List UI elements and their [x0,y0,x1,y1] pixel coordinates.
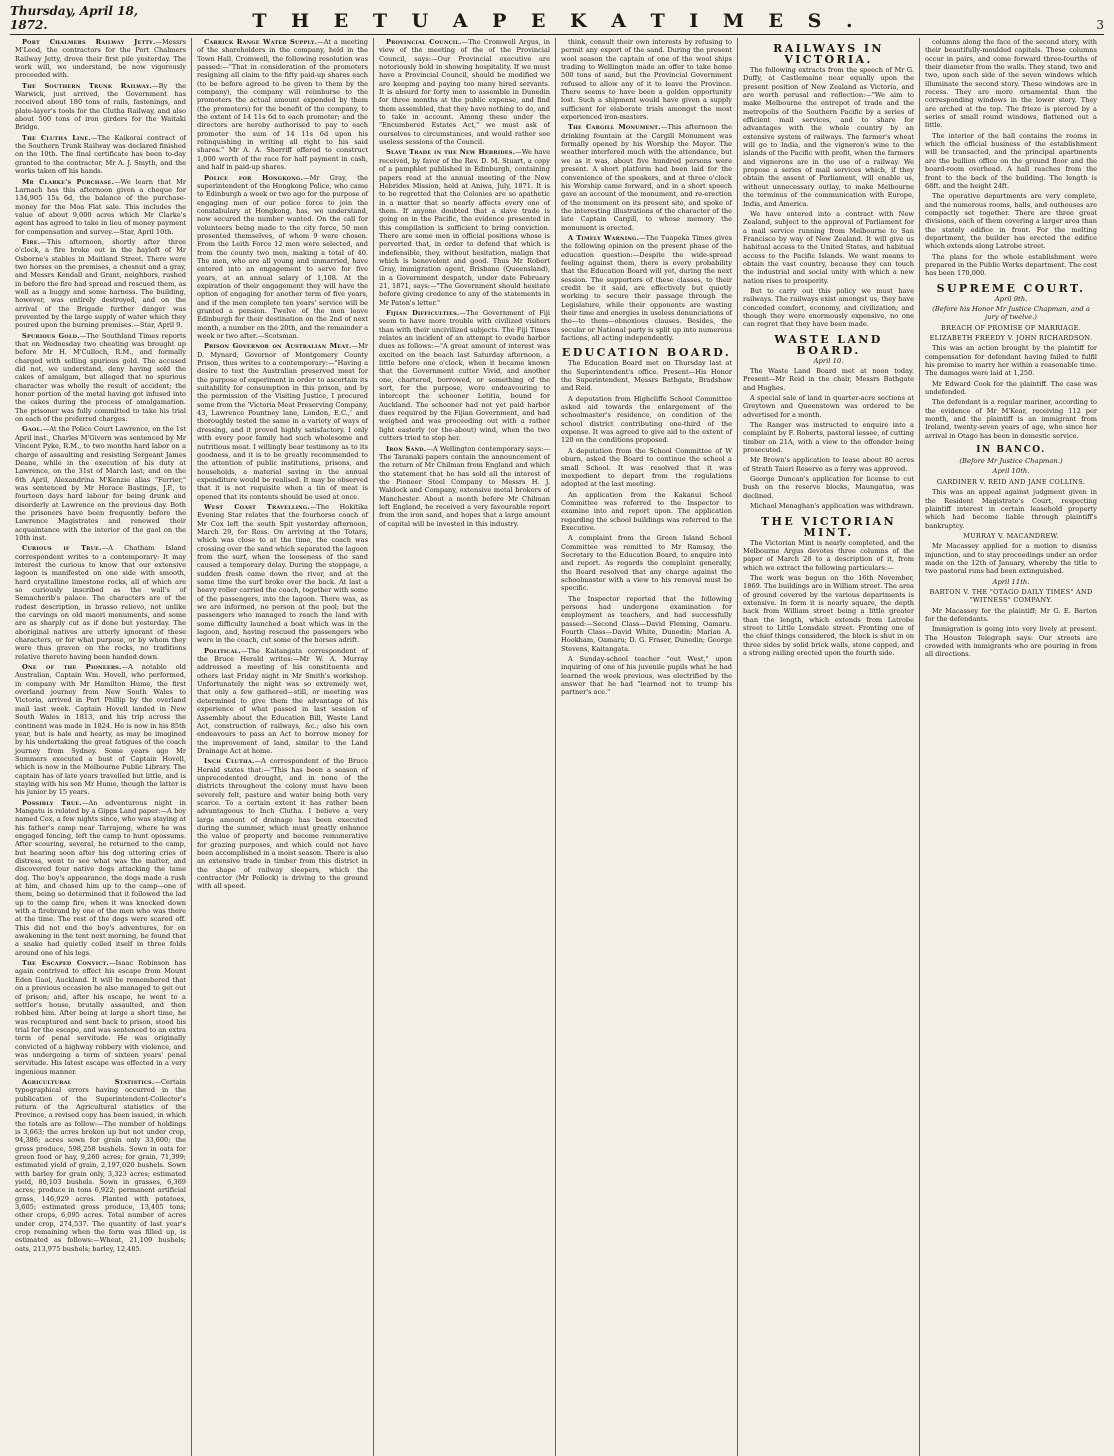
section-subheading: (Before his Honor Mr Justice Chapman, and a jury of twelve.) [932,304,1090,322]
column-2 [192,38,374,1456]
article-text: The Waste Land Board met at noon today. Present—Mr Reid in the chair, Messrs Bathgate and Hughes. [743,367,914,392]
article-paragraph [15,332,186,424]
section-heading: RAILWAYS IN VICTORIA. [773,42,884,66]
article-text: —The Tuapeka Times gives the following opinion on the present phase of the education question:—Despite the wide-spread feeling against them, there is every probability that the Education Board will yet, during the next session. The supporters of these classes, to their credit be it said, are effectively but quietly working to secure their passage through the Legislature, while their opponents are wasting their time and energies in useless denunciations of the—to them—obnoxious clauses. Besides, the secular or National party is split up into numerous factions, all acting independently. [561,233,732,343]
article-headline: The Escaped Convict. [22,959,109,968]
newspaper-title: T H E T U A P E K A T I M E S . [252,10,862,32]
article-headline: Fire. [22,237,41,246]
article-text: —Messrs M'Leod, the contractors for the Port Chalmers Railway Jetty, drove their first pile yesterday. The work will, we understand, be now vigorously proceeded with. [15,38,186,80]
article-paragraph [561,359,732,392]
masthead [10,6,1104,35]
article-paragraph [379,148,550,307]
article-text: The defendant is a regular mariner, according to the evidence of Mr M'Kear, receiving 112 per month, and the plaintiff is an immigrant from Ireland, twenty-seven years of age, who since her arrival in Otago has been in domestic service. [925,398,1097,440]
article-paragraph [15,425,186,542]
article-paragraph [925,542,1097,575]
article-text: Immigration is going into very lively at present. The Houston Telegraph says: Our streets are crowded with immigrants who are pouring in from all directions. [925,625,1097,659]
article-text: —A notable old Australian, Captain Wm. Hovell, who performed, in company with Mr Hamilton Hume, the first overland journey from New South Wales to Victoria, arrived in Port Phillip by the overland mail last week. Captain Hovell landed in New South Wales in 1813, and his trip across the continent was made in 1824. He is now in his 85th year, but is hale and hearty, as may be imagined by his undertaking the great fatigues of the coach journey from Sydney. Some years ago Mr Summers executed a bust of Captain Hovell, which is now in the Melbourne Public Library. The captain has of late years travelled but little, and is staying with his son Mr Hume, though the latter is his junior by 15 years. [15,663,186,797]
article-text: The Inspector reported that the following persons had undergone examination for employment as teachers, and had successfully passed:—Second Class—David Fleming, Oamaru. Fourth Class—David White, Dunedin; Marian A. Hookham, Oamaru; D. G. Fraser, Dunedin; George Stevens, Kaitangata. [561,594,732,653]
article-paragraph [197,647,368,755]
article-headline: The Clutha Line. [22,133,91,142]
article-headline: One of the Pioneers. [22,663,122,672]
case-title: BREACH OF PROMISE OF MARRIAGE. [940,323,1082,332]
article-paragraph [15,178,186,236]
article-paragraph [743,210,914,285]
article-text: The plans for the whole establishment were prepared in the Public Works department. The cost has been 170,000. [925,252,1097,278]
article-paragraph [561,491,732,533]
article-text: —The Kaikorai contract of the Southern Trunk Railway was declared finished on the 10th. The final certificate has been to-day granted to the contractor, Mr A. J. Smyth, and the works taken off his hands. [15,133,186,176]
article-paragraph [15,134,186,176]
article-text: —Mr Gray, the superintendent of the Hongkong Police, who came to Edinburgh a week or two ago for the purpose of engaging men of our police force to join the constabulary at Hongkong, has, we understand, now secured the number wanted. On the call for volunteers being made to the city force, 50 men presented themselves, of whom 9 were chosen. From the Leith Force 12 men were selected, and from the county two men, making a total of 40. The men, who are all young and unmarried, have entered into an engagement to serve for five years, at an annual salary of 1,108. At the expiration of their engagement they will have the option of engaging for another term of five years, and if the men complete ten years' service will be granted a pension. Twelve of the men leave Edinburgh for their destination on the 2nd of next month, a number on the 20th, and the remainder a week or two after.—Scotsman. [197,173,368,341]
section-heading: EDUCATION BOARD. [561,346,732,360]
article-text: Mr Macassey for the plaintiff; Mr G. E. Barton for the defendants. [925,606,1097,623]
article-paragraph [925,192,1097,250]
article-paragraph [743,421,914,454]
section-subheading: (Before Mr Justice Chapman.) [959,457,1063,466]
section-heading: WASTE LAND BOARD. [774,332,883,357]
article-text: Mr Edward Cook for the plaintiff. The case was undefended. [925,379,1097,397]
article-paragraph [925,132,1097,190]
article-paragraph [561,534,732,592]
article-paragraph [743,367,914,392]
article-text: —A Chatham Island correspondent writes to a contemporary: It may interest the curious to know that our extensive lagoon is manifested on one side with smooth, hard crystalline limestone rocks, all of which are so curiously inscribed as the wall's of Semacherib's palace. The characters are of the rudest description, in brasso relievo, not unlike the carvings on old maori monuments, and some are as sharply cut as if done but yesterday. The aboriginal natives are utterly ignorant of these characters, or for what purpose, or by whom they were thus graven on the rocks, no traditions relative thereto having been handed down. [15,544,186,661]
article-text: The operative departments are very complete, and the numerous rooms, halls, and outhouses are compactly set together. There are three great divisions, each of them covering a larger area than the stately edifice in front. For the melting department, the builder has erected the edifice which extends along Latrobe street. [925,192,1097,251]
article-paragraph [925,398,1097,440]
columns [10,38,1104,1456]
article-headline: Spurious Gold. [22,331,80,340]
article-text: Michael Menaghan's application was withdrawn. [750,502,914,511]
page-number: 3 [1096,18,1104,32]
article-text: A special sale of land in quarter-acre sections at Greytown and Queenstown was ordered to be advertised for a month. [743,394,914,419]
article-text: An application from the Kakanui School Committee was referred to the Inspector to examine into and report upon. The application regarding the school buildings was referred to the Executive. [561,490,732,532]
issue-date: Thursday, April 18, 1872. [10,4,138,32]
article-headline: Possibly True. [22,798,82,807]
article-text: The following extracts from the speech of Mr G. Duffy, at Castlemaine near equally upon the present position of New Zealand as Victoria, and are worth perusal and reflection:—"We aim to make Melbourne the entrepot of trade and the metropolis of the Southern Pacific by a series of efficient mail services, and to share for advantages with the whole country by an extensive system of railways. The farmer's wheat will go to India, and the vigneron's wine to the islands of the Pacific with profit, when the farmers and vignerons are in the use of a railway. We propose a series of mail services which, if they obtain the assent of Parliament, will enable us, without unnecessary outlay, to make Melbourne the terminus of the communication with Europe, India, and America. [743,66,914,208]
article-text: —We learn that Mr Larnach has this afternoon given a cheque for 134,905 15s 6d, the balance of the purchase-money for the Moa Flat sale. This includes the value of about 9,000 acres which Mr Clarke's agent has agreed to take in lieu of money payment for compensation and survey.—Star, April 10th. [15,177,186,236]
article-text: The Victorian Mint is nearly completed, and the Melbourne Argus devotes three columns of the paper of March 28 to a description of it, from which we extract the following particulars:— [743,538,914,572]
article-paragraph [743,456,914,473]
article-text: A Sunday-school teacher "out West," upon inquiring of one of his juvenile pupils what he had learned the week previous, was electrified by the answer that he had "learned not to trump his partner's ace." [561,655,732,697]
article-headline: Fijian Difficulties. [386,309,460,317]
column-5 [738,38,920,1456]
column-3 [374,38,556,1456]
article-text: This was an appeal against judgment given in the Resident Magistrate's Court, respecting plaintiff interest in certain leasehold property which had become liable through plaintiff's bankruptcy. [925,488,1097,530]
article-paragraph [561,123,732,231]
article-paragraph [925,344,1097,377]
article-paragraph [561,395,732,445]
article-text: But to carry out this policy we must have railways. The railways exist amongst us, they have conceded comfort, economy, and civilization; and though they were enormously expensive, no one can regret that they have been made. [743,286,914,329]
article-paragraph [925,625,1097,658]
article-text: Mr Brown's application to lease about 80 acres of Strath Taieri Reserve as a ferry was approved. [743,456,914,473]
article-headline: Carrick Range Water Supply. [204,38,318,46]
column-1 [10,38,192,1456]
article-paragraph [925,380,1097,397]
article-headline: Political. [204,646,241,655]
article-headline: Curious if True. [22,544,102,553]
article-paragraph [743,394,914,419]
article-text: —The Kaitangata correspondent of the Bruce Herald writes:—Mr W. A. Murray addressed a meeting of his constituents and others last Friday night in Mr Smith's workshop. Unfortunately the night was so extremely wet, that only a few gathered—still, or meeting was determined to give them the advantage of his experience of what passed in last session of Assembly about the Education Bill, Waste Land Act, construction of railways, &c.; also his own endeavours to pass an Act to borrow money for the improvement of land, similar to the Land Drainage Act at home. [197,646,368,755]
article-text: —The Hokitika Evening Star relates that the fourhorse coach of Mr Cox left the south Spit yesterday afternoon, March 29, for Ross. On arriving at the Totara, which was close to at the time, the coach was crossing over the sand which separated the lagoon from the surf, when the looseness of the sand caused a temporary delay. During the stoppage, a sudden fresh came down the river, and at the same time the surf broke over the back. At last a heavy roller carried the coach, together with some of the passengers, into the lagoon. There was, as we are informed, no person at the pool; but the passengers who managed to reach the land with some difficulty launched a boat which was in the lagoon, and, having rescued the passengers who were in the coach, cut some of the horses adrift. [197,502,368,645]
section-subheading: April 10th. [992,467,1030,476]
article-text: This was an action brought by the plaintiff for compensation for defendant having failed to fulfil his promise to marry her within a reasonable time. The damages were laid at 1,250. [925,344,1097,378]
article-paragraph [197,342,368,501]
column-4 [556,38,738,1456]
article-headline: The Southern Trunk Railway. [22,81,152,90]
section-subheading: April 10. [813,356,844,365]
case-title: BARTON V. THE "OTAGO DAILY TIMES" AND "WITNESS" COMPANY. [929,587,1093,605]
article-paragraph [379,38,550,146]
article-text: —A correspondent of the Bruce Herald states that:—"This has been a season of unprecedented drought, and in none of the districts throughout the colony must have been severely felt, pasture and water being both very scarce. To a certain extent it has rather been advantageous to Inch Clutha. I believe a very large amount of drainage has been executed during the summer, which must greatly enhance the value of property and become remunerative for grazing purposes, and which could not have been accomplished in a moist season. There is also an extensive trade in timber from this district in the shape of railway sleepers, which the contractor (Mr Pollock) is driving to the ground with all speed. [197,757,369,891]
article-paragraph [743,502,914,510]
article-paragraph [197,38,368,172]
article-paragraph [561,234,732,342]
article-paragraph [925,38,1097,130]
article-text: —This afternoon the drinking fountain at the Cargill Monument was formally opened by his Worship the Mayor. The weather interfered much with the attendance, but we as it was, about five hundred persons were present. A short platform had been laid for the convenience of the speakers, and at three o'clock his Worship came forward, and in a short speech gave an account of the monument, and re-erection of the monument on its present site, and spoke of the interesting illustrations of the character of the late Captain Cargill, to whose memory the monument is erected. [561,123,732,232]
section-subheading: April 11th. [992,577,1030,586]
article-paragraph [15,959,186,1076]
case-title: MURRAY V. MACANDREW. [963,531,1059,540]
article-paragraph [743,66,914,208]
article-text: —Certain typographical errors having occurred in the publication of the Superintendent-Collector's return of the Agricultural statistics of the Province, a revised copy has been issued, in which the totals are as follow:—The number of holdings is 3,663; the acres broken up but not under crop, 94,386; acres sown for grain only 33,600; the gross produce, 598,258 bushels. Sown in oats for green food or hay, 9,260 acres; for grain, 71,399; estimated yield of grain, 2,197,020 bushels. Sown with barley for grain only, 3,323 acres; estimated yield, 80,103 bushels. Sown in grasses, 6,369 acres; produce in tons 6,922; permanent artificial grass, 146,929 acres. Planted with potatoes, 3,605; estimated gross produce, 13,405 tons; other crops, 6,095 acres. Total number of acres under crop, 274,537. The quantity of last year's crop remaining when the form was filled up, is estimated as follows:—Wheat, 21,109 bushels; oats, 213,975 bushels; barley, 12,485. [15,1077,186,1253]
article-paragraph [15,38,186,80]
article-paragraph [15,1078,186,1253]
article-paragraph [743,287,914,329]
article-paragraph [197,757,368,891]
article-text: —We have received, by favor of the Rev. D. M. Stuart, a copy of a pamphlet published in Edinburgh, containing papers read at the annual meeting of the New Hebrides Mission, held at Aniwa, July, 1871. It is to be regretted that the Colonies are so apathetic in a matter that so nearly affects every one of them. If anyone doubted that a slave trade is going on in the Pacific, the evidence presented in this compilation is sufficient to bring conviction. There are some men in official positions whose is perverted that, in order to defend that which is indefensible, they, without hesitation, malign that which is benevolent and good. Thus Mr Robert Gray, immigration agent, Brisbane (Queensland), in a Government despatch, under date February 21, 1871, says:—"The Government should hesitate before giving credence to any of the statements in Mr Paton's letter." [379,148,550,307]
article-paragraph [925,253,1097,278]
article-text: Mr Macassey applied for a motion to dismiss injunction, and to stay proceedings under an order made on the 12th of January, whereby the title to two pastoral runs had been extinguished. [925,542,1097,576]
article-headline: Port Chalmers Railway Jetty. [22,38,156,46]
article-text: think, consult their own interests by refusing to permit any export of the sand. During the present wool season the captain of one of the wool ships trading to Wellington made an offer to take home 500 tons of sand, but the Provincial Government refused to allow any of it to leave the Province. There seems to have been a golden opportunity lost. Such a shipment would have given a supply sufficient for elaborate trials amongst the most experienced iron-masters. [561,38,732,122]
article-headline: Mr Clarke's Purchase. [22,177,115,186]
article-paragraph [925,488,1097,530]
article-paragraph [561,38,732,121]
section-heading: THE VICTORIAN MINT. [760,514,897,539]
article-headline: Iron Sand. [386,444,427,453]
article-text: A deputation from Highcliffe School Committee asked aid towards the enlargement of the schoolmaster's residence, on condition of the school district contributing one-third of the expense. It was agreed to give aid to the extent of 120 on the conditions proposed. [561,394,732,445]
article-paragraph [15,238,186,330]
article-paragraph [197,174,368,341]
section-subheading: April 9th. [994,294,1028,303]
case-title: ELIZABETH FREEDY V. JOHN RICHARDSON. [929,334,1093,342]
article-headline: West Coast Travelling. [204,502,310,511]
article-paragraph [379,309,550,443]
article-paragraph [561,655,732,697]
article-paragraph [197,503,368,645]
article-text: —At a meeting of the shareholders in the company, held in the Town Hall, Cromwell, the following resolution was passed:—"That in consideration of the promoters resigning all claim to the fifty paid-up shares each (to be before agreed to be given to them by the company), the company will reimburse to the promoters the actual amount expended by them (the promoters) for the benefit of the company, to the extent of 14 11s 6d to each promoter; and the directors are hereby authorised to pay to each promoter the sum of 14 11s 6d upon his relinquishing in writing all right to his said shares." Mr A. A. Sherriff offered to construct 1,000 worth of the race for half payment in cash, and half in paid-up shares. [197,38,368,172]
article-headline: Provincial Council. [386,38,462,46]
article-headline: The Cargill Monument. [568,123,661,132]
article-text: —Mr D. Mynard, Governor of Montgomery County Prison, thus writes to a contemporary:—"Having a desire to test the Australian preserved meat for the purpose of experiment in order to ascertain its suitability for consumption in this prison, and by the permission of the Visiting Justice, I procured some from the 'Victoria Meat Preserving Company, 43, Lawrence Pountney lane, London, E.C.,' and thoroughly tested the same in a variety of ways of dressing, and it proved highly satisfactory. I only with every poor family had such wholesome and nutritious meat. I willingly bear testimony as to its goodness, and it is to be greatly recommended to the attention of public institutions, prisons, and households, a material saving in the annual expenditure would be realised. It may be observed that it is not requisite when a tin of meat is opened that its contents should be used at once. [197,342,368,501]
article-text: —Isaac Robinson has again contrived to effect his escape from Mount Eden Gaol, Auckland. It will be remembered that on a previous occasion he also managed to get out of prison; and, after his escape, he went to a settler's house, brutally assaulted, and then robbed him. After being at large a short time, he was recaptured and sent back to prison, stood his trial for the escape, and was sentenced to an extra term of penal servitude. He was originally convicted of a highway robbery with violence, and was undergoing a term of sixteen years' penal servitude. His latest escape was effected in a very ingenious manner. [15,959,186,1076]
article-paragraph [379,445,550,528]
article-paragraph [15,663,186,797]
article-headline: Police for Hongkong. [204,173,303,182]
article-paragraph [743,574,914,657]
article-text: —The Cromwell Argus, in view of the meeting of the of the Provincial Council, says:—Our Provincial executive are notoriously bold in showing hospitality. If we must have a Provincial Council, should be modified we are keeping and paying too many hired servants. It is absurd for forty men to assemble in Dunedin for three months at the public expense, and find them assembled, that they have nothing to do, and to take in account. Among these under the "Encumbered Estates Act," we must ask of ourselves to circumstances, and would rather see useless sessions of the Council. [379,38,550,147]
article-text: —A Wellington contemporary says:—The Taranaki papers contain the announcement of the return of Mr Chilman from England and which the statement that he has sold all the interest of the Pioneer Steel Company to Messrs H. J. Waldock and Company, extensive metal brokers of Manchester. About a month before Mr Chilman left England, he received a very favourable report from the iron sand, and hopes that a large amount of capital will be invested in this industry. [379,444,550,528]
article-text: —An adventurous night in Mangatu is related by a Gipps Land paper:—A boy named Cox, a few nights since, who was staying at his father's camp near Tarrajong, where he was engaged fencing, left the camp to hunt opossums. After scouring, several, he returned to the camp, but hearing soon after his dog uttering cries of distress, went to see what was the matter, and discovered four native dogs attacking the tame dog. The boy's appearance, the dogs made a rush at him, and chased him up to the camp—one of them, being so determined that it followed the lad up to the camp fire, when it was knocked down with a firebrand by one of the men who was there at the time. The rest of the dogs were scared off. This did not end the boy's adventures, for on awakening in the tent next morning, he found that a snake had quietly coiled itself in three folds around one of his legs. [15,798,186,957]
article-headline: A Timely Warning. [568,233,639,242]
article-text: —The Southland Times reports that on Wednesday two cheating was brought up before Mr H. M'Culloch, R.M., and formally charged with selling spurious gold. The accused did not, we understand, deny having sold the cakes of amalgam, but alleged that no spurious character was wholly the result of accident; the honor portion of the metal having got infused into the cakes during the process of amalgamation. The prisoner was fully committed to take his trial on each of the preferred charges. [15,331,186,424]
article-text: We have entered into a contract with New Zealand, subject to the approval of Parliament for a mail service running from Melbourne to San Francisco by way of New Zealand. It will give us habitual access to the United States, and habitual access to the Pacific Islands. We want means to obtain the vast country, because they can touch the industrial and social unity with which a new nation rises to prosperity. [743,209,914,285]
article-text: The Ranger was instructed to enquire into a complaint by F. Roberts, pastoral lessee, of cutting timber on 21A, with a view to the offender being prosecuted. [743,421,914,455]
article-text: columns along the face of the second story, with their beautifully-moulded capitals. These columns occur in pairs, and come forward three-fourths of their diameter from the walls. They stand, two and two, upon each side of the seven windows which illuminate the second story. These windows are in recess. They are more ornamental than the corresponding windows in the lower story. They are arched at the top. The frieze is pierced by a series of small round windows, flattened out a little. [925,38,1097,130]
section-heading: IN BANCO. [976,445,1046,456]
section-heading: SUPREME COURT. [936,281,1086,295]
article-text: The work was begun on the 16th November, 1869. The buildings are in William street. The area of ground covered by the various departments is extensive. In form it is nearly square, the depth back from William street being a little greater than the length, which extends from Latrobe street to Little Lonsdale street. Fronting one of the chief things considered, the block is shut in on three sides by solid brick walls, stone capped, and a strong railing erected upon the fourth side. [743,573,914,657]
article-paragraph [743,475,914,500]
column-6 [920,38,1102,1456]
article-text: A deputation from the School Committee of W oburn, asked the Board to continue the school a small School. It was resolved that it was inexpedient to depart from the regulations adopted at the last meeting. [561,446,732,489]
article-paragraph [561,447,732,489]
article-text: —The Government of Fiji seem to have more trouble with civilized visitors than with their uncivilized subjects. The Fiji Times relates an incident of an attempt to evade harbor dues as follows:—"A great amount of interest was excited on the beach last Saturday afternoon, a little before one o'clock, when it became known that the Government cutter Vivid, and another one, chartered, borrowed, or something of the sort, for the purpose, were endeavouring to intercept the schooner Letitia, bound for Auckland. The schooner had not yet paid harbor dues required by the Fijian Government, and had weighed and was proceeding out with a rather light easterly (or the-about) wind, when the two cutters tried to stop her. [379,309,550,443]
article-paragraph [925,607,1097,624]
article-paragraph [743,539,914,572]
article-text: —By the Warwick, just arrived, the Government has received about 180 tons of rails, fastenings, and plate-layer's tools for the Clutha Railway, and also about 500 tons of iron girders for the Waitaki Bridge. [15,81,186,132]
article-headline: Agricultural Statistics. [22,1077,155,1086]
article-text: —This afternoon, shortly after three o'clock, a fire broke out in the hayloft of Mr Osborne's stables in Maitland Street. There were two horses on the premises, a chesnut and a gray, and Messrs Kendall and Grant, neighbors, rushed in before the fire had spread and rescued them, as well as a buggy and some harness. The building, however, was entirely destroyed, and on the arrival of the Brigade further danger was prevented by the large supply of water which they poured upon the burning premises.—Star, April 9. [15,237,186,330]
case-title: GARDINER V. REID AND JANE COLLINS. [936,477,1086,486]
article-paragraph [15,82,186,132]
article-headline: Inch Clutha. [204,757,255,766]
article-headline: Gaol. [22,425,43,434]
article-headline: Prison Governor on Australian Meat. [204,342,352,351]
article-text: —At the Police Court Lawrence, on the 1st April inst., Charles M'Givern was sentenced by Mr Vincent Pyke, R.M., to two months hard labor on a charge of assaulting and resisting Sergeant James Deane, while in the execution of his duty at Lawrence, on the 31st of March last; and on the 6th April, Alexandrina M'Kenzie alias "Ferrier," was sentenced by Mr Horace Bastings, J.P., to fourteen days hard labour for being drunk and disorderly at Lawrence on the previous day. Both the prisoners have been frequently before the Lawrence Magistrates and renewed their acquaintance with the interior of the gaol on the 10th inst. [15,425,186,542]
article-paragraph [15,544,186,661]
article-text: A complaint from the Green Island School Committee was remitted to Mr Ramsay, the Secretary to the Education Board, to enquire into and report. As regards the complaint generally, the Board resolved that any charge against the schoolmaster with a view to his removal must be specific. [561,534,732,593]
article-headline: Slave Trade in the New Hebrides. [386,148,516,157]
article-text: The interior of the hall contains the rooms in which the official business of the establishment will be transacted, and the principal apartments are the bullion office on the ground floor and the board-room overhead. A hall reaches from the front to the back of the building. The length is 68ft. and the height 24ft. [925,131,1097,190]
article-paragraph [15,799,186,958]
article-text: The Education Board met on Thursday last at the Superintendent's office. Present—His Honor the Superintendent, Messrs Bathgate, Bradshaw and Reid. [561,359,732,393]
article-paragraph [561,595,732,653]
article-text: George Duncan's application for license to cut bush on the reserve blocks, Maungatua, was declined. [743,475,914,500]
